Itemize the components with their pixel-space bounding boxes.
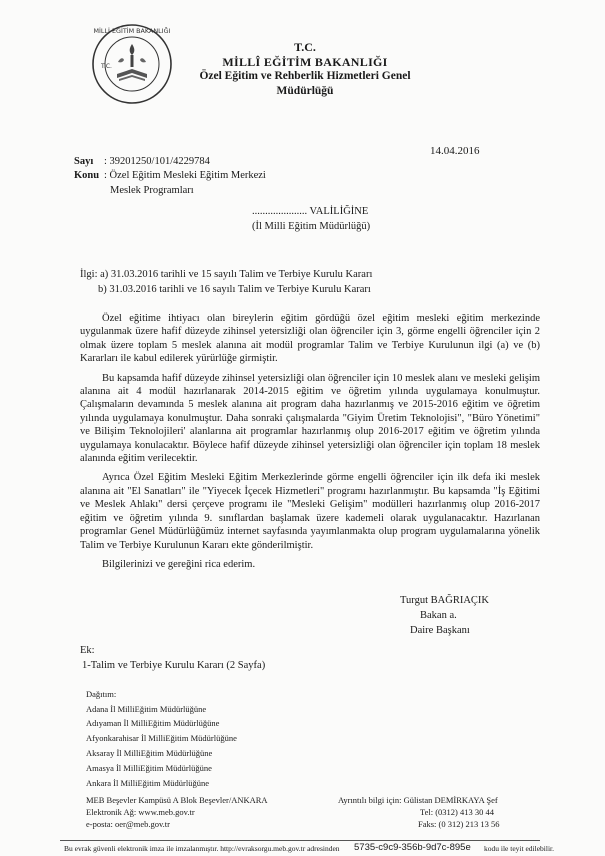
footer-tel: Tel: (0312) 413 30 44 xyxy=(420,807,495,817)
svg-text:T.C.: T.C. xyxy=(101,63,112,70)
konu-line-1: : Özel Eğitim Mesleki Eğitim Merkezi xyxy=(104,170,266,181)
konu-label: Konu xyxy=(74,170,100,181)
ek-item-1: 1-Talim ve Terbiye Kurulu Kararı (2 Sayfa) xyxy=(82,660,266,671)
body-text xyxy=(80,312,540,577)
header-general-directorate: Özel Eğitim ve Rehberlik Hizmetleri Genel xyxy=(199,70,411,82)
konu-line-2: Meslek Programları xyxy=(110,185,194,196)
body-paragraph-2: Bu kapsamda hafif düzeyde zihinsel yetersizliği olan öğrenciler için 10 meslek alanı ve mesleki gelişim alanına ait 4 modül hazırlanarak 2014-2015 eğitim ve öğretim yılında uygulamaya konulmuştur. Çalışmaların devamında 5 meslek alanına ait program daha hazırlanmış ve 2015-2016 eğitim ve öğretim yılında uygulamaya konulmuştur. Daha sonraki çalışmalarda "Giyim Üretim Teknolojisi", "Büro Yönetimi" ve Bilişim Teknolojileri' alanlarına ait programlar hazırlanmış olup 2016-2017 eğitim ve öğretim yılında uygulamaya konulacaktır. Böylece hafif düzeyde zihinsel yetersizliği olan öğrenciler için toplam 18 meslek alanında eğitim verilecektir. xyxy=(80,372,540,465)
dagitim-item: Ankara İl MilliEğitim Müdürlüğüne xyxy=(86,778,209,788)
dagitim-item: Amasya İl MilliEğitim Müdürlüğüne xyxy=(86,763,212,773)
dagitim-label: Dağıtım: xyxy=(86,689,117,699)
sayi-value: : 39201250/101/4229784 xyxy=(104,156,210,167)
signer-title-2: Daire Başkanı xyxy=(410,625,470,636)
body-paragraph-3: Ayrıca Özel Eğitim Mesleki Eğitim Merkezlerinde görme engelli öğrenciler için ilk defa iki meslek alanına ait "El Sanatları" ile "Yiyecek İçecek Hizmetleri" programı hazırlanmıştır. Bu kapsamda "İş Eğitimi ve Meslek Ahlakı" dersi çerçeve programı ile "Mesleki Gelişim" modülleri hazırlanmış olup 2016-2017 eğitim ve öğretim yılında 9. sınıflardan başlamak üzere kademeli olarak uygulanacaktır. Hazırlanan programlar Genel Müdürlüğümüz internet sayfasında yayımlanmakta olup program uygulamalarına yönelik Talim ve Terbiye Kurulunun Kararı ekte gönderilmiştir. xyxy=(80,472,540,551)
dagitim-item: Adıyaman İl MilliEğitim Müdürlüğüne xyxy=(86,718,220,728)
ministry-seal-logo xyxy=(90,22,174,106)
header-tc: T.C. xyxy=(294,40,316,54)
signer-name: Turgut BAĞRIAÇIK xyxy=(400,595,489,606)
ilgi-b: b) 31.03.2016 tarihli ve 16 sayılı Talim ve Terbiye Kurulu Kararı xyxy=(98,284,371,295)
verify-code: 5735-c9c9-356b-9d7c-895e xyxy=(354,842,471,853)
document-date: 14.04.2016 xyxy=(430,145,480,157)
verify-prefix: Bu evrak güvenli elektronik imza ile imzalanmıştır. http://evraksorgu.meb.gov.tr adresinden xyxy=(64,844,340,853)
header-directorate: Müdürlüğü xyxy=(276,85,334,97)
body-paragraph-1: Özel eğitime ihtiyacı olan bireylerin eğitim gördüğü özel eğitim mesleki eğitim merkezinde uygulanmak üzere hafif düzeyde zihinsel yetersizliği olan öğrenciler için 3, görme engelli öğrenciler için 2 olmak üzere toplam 5 meslek alanına ait modül programlar Talim ve Terbiye Kurulunun ilgi (a) ve (b) Kararları ile kabul edilerek yürürlüğe girmiştir. xyxy=(80,313,540,365)
addressee-line-2: (İl Milli Eğitim Müdürlüğü) xyxy=(252,221,371,232)
footer-web: Elektronik Ağ: www.meb.gov.tr xyxy=(86,807,195,817)
dagitim-item: Aksaray İl MilliEğitim Müdürlüğüne xyxy=(86,748,213,758)
ek-label: Ek: xyxy=(80,645,95,656)
verify-suffix: kodu ile teyit edilebilir. xyxy=(484,844,554,853)
sayi-label: Sayı xyxy=(74,156,94,167)
footer-fax: Faks: (0 312) 213 13 56 xyxy=(418,819,500,829)
footer-email: e-posta: oer@meb.gov.tr xyxy=(86,819,170,829)
footer-address: MEB Beşevler Kampüsü A Blok Beşevler/ANKARA xyxy=(86,795,268,805)
svg-text:MİLLİ EĞİTİM BAKANLIĞI: MİLLİ EĞİTİM BAKANLIĞI xyxy=(93,27,171,35)
header-ministry: MİLLÎ EĞİTİM BAKANLIĞI xyxy=(222,55,388,69)
ilgi-a: İlgi: a) 31.03.2016 tarihli ve 15 sayılı Talim ve Terbiye Kurulu Kararı xyxy=(80,269,373,280)
body-paragraph-4: Bilgilerinizi ve gereğini rica ederim. xyxy=(102,558,256,570)
dagitim-item: Adana İl MilliEğitim Müdürlüğüne xyxy=(86,704,207,714)
footer-contact: Ayrıntılı bilgi için: Gülistan DEMİRKAYA Şef xyxy=(338,795,498,805)
dagitim-item: Afyonkarahisar İl MilliEğitim Müdürlüğüne xyxy=(86,733,237,743)
footer-divider xyxy=(60,840,540,841)
addressee-line-1: ..................... VALİLİĞİNE xyxy=(252,206,369,217)
signer-title-1: Bakan a. xyxy=(420,610,457,621)
